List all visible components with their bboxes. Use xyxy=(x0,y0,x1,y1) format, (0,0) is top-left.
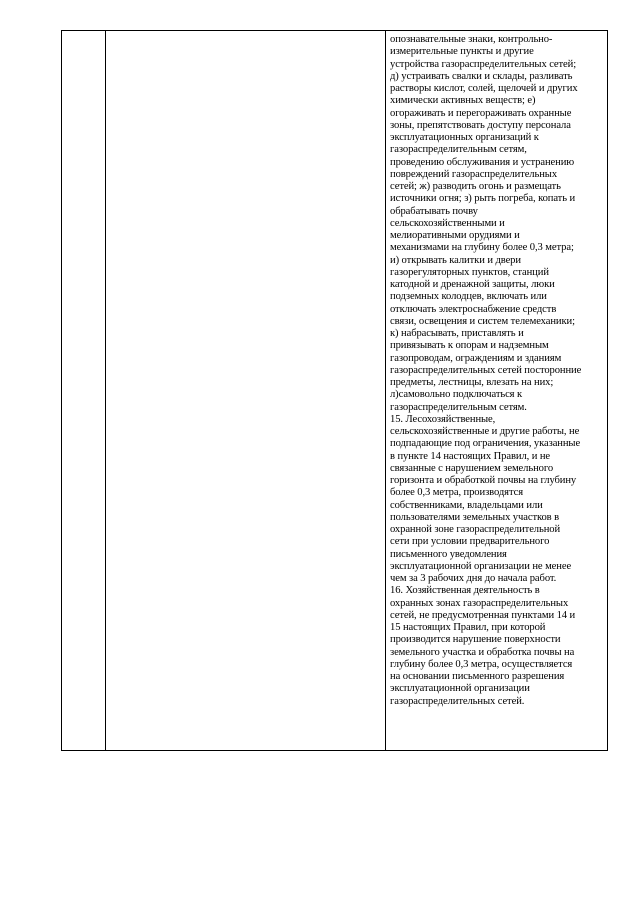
table-cell-content xyxy=(386,31,608,751)
table-row xyxy=(62,31,608,751)
document-table xyxy=(61,30,608,751)
cell-text-content: опознавательные знаки, контрольно- измерительные пункты и другие устройства газораспределительных сетей; д) устраивать свалки и склады, разливать растворы кислот, солей, щелочей и других химически активных веществ; е) огораживать и перегораживать охранные зоны, препятствовать доступу персонала эксплуатационных организаций к газораспределительным сетям, проведению обслуживания и устранению повреждений газораспределительных сетей; ж) разводить огонь и размещать источники огня; з) рыть погреба, копать и обрабатывать почву сельскохозяйственными и мелиоративными орудиями и механизмами на глубину более 0,3 метра; и) открывать калитки и двери газорегуляторных пунктов, станций катодной и дренажной защиты, люки подземных колодцев, включать или отключать электроснабжение средств связи, освещения и систем телемеханики; к) набрасывать, приставлять и привязывать к опорам и надземным газопроводам, ограждениям и зданиям газораспределительных сетей посторонние предметы, лестницы, влезать на них; л)самовольно подключаться к газораспределительным сетям. 15. Лесохозяйственные, сельскохозяйственные и другие работы, не подпадающие под ограничения, указанные в пункте 14 настоящих Правил, и не связанные с нарушением земельного горизонта и обработкой почвы на глубину более 0,3 метра, производятся собственниками, владельцами или пользователями земельных участков в охранной зоне газораспределительной сети при условии предварительного письменного уведомления эксплуатационной организации не менее чем за 3 рабочих дня до начала работ. 16. Хозяйственная деятельность в охранных зонах газораспределительных сетей, не предусмотренная пунктами 14 и 15 настоящих Правил, при которой производится нарушение поверхности земельного участка и обработка почвы на глубину более 0,3 метра, осуществляется на основании письменного разрешения эксплуатационной организации газораспределительных сетей. xyxy=(390,34,582,707)
cell-text-subject xyxy=(106,31,385,34)
cell-text-number xyxy=(62,31,105,34)
table-cell-number xyxy=(62,31,106,751)
table-cell-subject xyxy=(106,31,386,751)
